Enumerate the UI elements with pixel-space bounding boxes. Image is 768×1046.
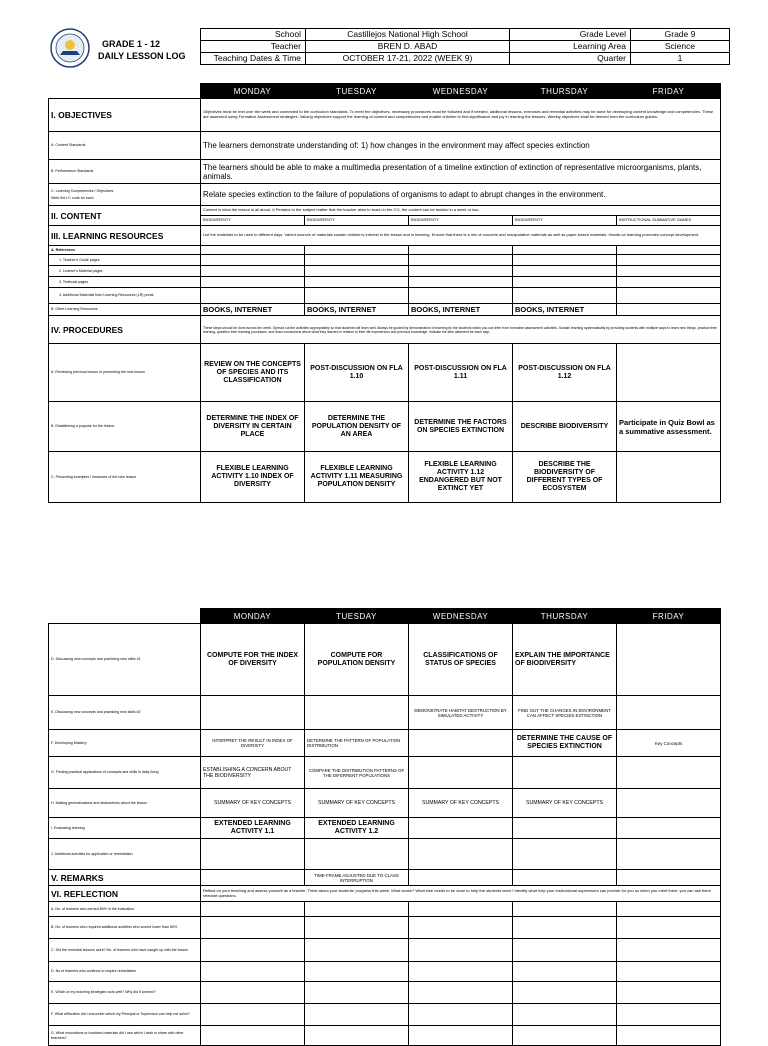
competencies-label bbox=[49, 184, 201, 206]
proc-f-cell bbox=[409, 730, 513, 757]
competencies-text: Relate species extinction to the failure of populations of organisms to adapt to abrupt changes in the environment. bbox=[201, 184, 721, 206]
content-cell: BIODIVERSITY bbox=[201, 216, 305, 226]
proc-h-cell bbox=[617, 789, 721, 818]
proc-h-cell: SUMMARY OF KEY CONCEPTS bbox=[513, 789, 617, 818]
content-note: Content is what the lesson is all about. It Pertains to the subject matter that the teacher aims to teach in the CG, the content can be tackled in a week or two. bbox=[201, 206, 721, 216]
proc-g-cell: ESTABLISHING A CONCERN ABOUT THE BIODIVERSITY bbox=[201, 757, 305, 789]
resource-cell: BOOKS, INTERNET bbox=[513, 304, 617, 316]
remarks-label: V. REMARKS bbox=[49, 870, 201, 886]
day-tuesday: TUESDAY bbox=[305, 609, 409, 624]
proc-i-cell: EXTENDED LEARNING ACTIVITY 1.2 bbox=[305, 818, 409, 839]
proc-e-cell: FIND OUT THE CHANGES IN ENVIRONMENT CAN AFFECT SPECIES EXTINCTION bbox=[513, 696, 617, 730]
content-standards-row bbox=[49, 132, 721, 160]
proc-a-cell: POST-DISCUSSION ON FLA 1.11 bbox=[409, 344, 513, 402]
proc-e-cell bbox=[617, 696, 721, 730]
proc-b-label: B. Establishing a purpose for the lesson bbox=[49, 402, 201, 452]
day-friday: FRIDAY bbox=[617, 84, 721, 99]
day-tuesday: TUESDAY bbox=[305, 84, 409, 99]
proc-e-row bbox=[49, 696, 721, 730]
area-value: Science bbox=[631, 41, 730, 53]
objectives-row bbox=[49, 99, 721, 132]
proc-e-cell bbox=[201, 696, 305, 730]
content-cell: BIODIVERSITY bbox=[513, 216, 617, 226]
proc-e-label: E. Discussing new concepts and practicing new skills #2 bbox=[49, 696, 201, 730]
proc-b-cell: Participate in Quiz Bowl as a summative assessment. bbox=[617, 402, 721, 452]
dates-value: OCTOBER 17-21, 2022 (WEEK 9) bbox=[306, 53, 510, 65]
proc-b-cell: DETERMINE THE INDEX OF DIVERSITY IN CERTAIN PLACE bbox=[201, 402, 305, 452]
proc-b-row bbox=[49, 402, 721, 452]
references-row bbox=[49, 246, 721, 255]
proc-a-cell: POST-DISCUSSION ON FLA 1.10 bbox=[305, 344, 409, 402]
reflection-item-row bbox=[49, 1004, 721, 1026]
proc-a-cell bbox=[617, 344, 721, 402]
ref-row-label: 3. Textbook pages bbox=[49, 277, 201, 288]
remarks-cell bbox=[617, 870, 721, 886]
grade-label: Grade Level bbox=[510, 29, 631, 41]
day-thursday: THURSDAY bbox=[513, 84, 617, 99]
reflection-item-label: G. What innovations or localized materials did I use which I wish to share with other teachers? bbox=[49, 1026, 201, 1046]
school-value: Castillejos National High School bbox=[306, 29, 510, 41]
proc-j-cell bbox=[617, 839, 721, 870]
proc-c-cell: FLEXIBLE LEARNING ACTIVITY 1.10 INDEX OF DIVERSITY bbox=[201, 452, 305, 503]
content-standards-text: The learners demonstrate understanding of: 1) how changes in the environment may affect species extinction bbox=[201, 132, 721, 160]
proc-h-cell: SUMMARY OF KEY CONCEPTS bbox=[409, 789, 513, 818]
proc-d-label: D. Discussing new concepts and practicing new skills #1 bbox=[49, 624, 201, 696]
proc-j-label: J. Additional activities for application or remediation bbox=[49, 839, 201, 870]
ref-row bbox=[49, 277, 721, 288]
area-label: Learning Area bbox=[510, 41, 631, 53]
lesson-log-page1 bbox=[48, 83, 721, 503]
objectives-note: Objectives must be met over the week and connected to the curriculum standards. To meet the objectives, necessary procedures must be followed and if needed, additional lessons, exercises and remedial activities may be done for developing content knowledge and competencies. These are assessed using Formative Assessment strategies. Valuing objectives support the learning of content and competencies and enable children to find significance and joy in learning the lessons. Weekly objectives shall be derived from the curriculum guides. bbox=[201, 99, 721, 132]
proc-g-cell: COMPARE THE DISTRIBUTION PATTERNS OF THE DIFERRENT POPULATIONS bbox=[305, 757, 409, 789]
proc-c-row bbox=[49, 452, 721, 503]
resources-note: List the materials to be used in different days. Varied sources of materials sustain children's interest in the lesson and in learning. Ensure that there is a mix of concrete and manipulative materials as well as paper-based materials. Hands-on learning promotes concept development. bbox=[201, 226, 721, 246]
day-wednesday: WEDNESDAY bbox=[409, 609, 513, 624]
proc-j-cell bbox=[305, 839, 409, 870]
proc-g-row bbox=[49, 757, 721, 789]
reflection-item-label: D. No of learners who continue to require remediation bbox=[49, 962, 201, 982]
quarter-label: Quarter bbox=[510, 53, 631, 65]
remarks-cell bbox=[409, 870, 513, 886]
proc-a-cell: POST-DISCUSSION ON FLA 1.12 bbox=[513, 344, 617, 402]
proc-d-cell: EXPLAIN THE IMPORTANCE OF BIODIVERSITY bbox=[513, 624, 617, 696]
proc-j-cell bbox=[201, 839, 305, 870]
ref-row-label: 1. Teacher's Guide pages bbox=[49, 255, 201, 266]
deped-seal-logo bbox=[50, 28, 90, 68]
proc-i-cell bbox=[513, 818, 617, 839]
proc-d-cell bbox=[617, 624, 721, 696]
proc-b-cell: DESCRIBE BIODIVERSITY bbox=[513, 402, 617, 452]
reflection-item-row bbox=[49, 917, 721, 939]
dates-label: Teaching Dates & Time bbox=[201, 53, 306, 65]
proc-i-cell bbox=[409, 818, 513, 839]
reflection-note: Reflect on your teaching and assess yourself as a teacher. Think about your students' progress this week. What works? What else needs to be done to help the students learn? Identify what help your instructional supervisors can provide for you so when you meet them, you can ask them relevant questions. bbox=[201, 886, 721, 902]
proc-f-cell: DETERMINE THE PATTERN OF POPULATION DISTRIBUTION bbox=[305, 730, 409, 757]
proc-a-cell: REVIEW ON THE CONCEPTS OF SPECIES AND ITS CLASSIFICATION bbox=[201, 344, 305, 402]
proc-d-cell: COMPUTE FOR THE INDEX OF DIVERSITY bbox=[201, 624, 305, 696]
proc-h-cell: SUMMARY OF KEY CONCEPTS bbox=[201, 789, 305, 818]
objectives-label: I. OBJECTIVES bbox=[49, 99, 201, 132]
references-label: A. References bbox=[49, 246, 201, 255]
proc-f-row bbox=[49, 730, 721, 757]
other-resources-label: B. Other Learning Resources bbox=[49, 304, 201, 316]
day-friday: FRIDAY bbox=[617, 609, 721, 624]
proc-j-cell bbox=[409, 839, 513, 870]
proc-g-cell bbox=[513, 757, 617, 789]
school-label: School bbox=[201, 29, 306, 41]
proc-c-cell: DESCRIBE THE BIODIVERSITY OF DIFFERENT TYPES OF ECOSYSTEM bbox=[513, 452, 617, 503]
proc-g-label: G. Finding practical applications of concepts and skills in daily living bbox=[49, 757, 201, 789]
content-standards-label: A. Content Standards bbox=[49, 132, 201, 160]
reflection-row bbox=[49, 886, 721, 902]
proc-g-cell bbox=[409, 757, 513, 789]
content-cell: BIODIVERSITY bbox=[305, 216, 409, 226]
reflection-item-row bbox=[49, 962, 721, 982]
reflection-item-label: A. No. of learners who earned 80% in the evaluation bbox=[49, 902, 201, 917]
teacher-label: Teacher bbox=[201, 41, 306, 53]
proc-g-cell bbox=[617, 757, 721, 789]
reflection-item-label: C. Did the remedial lessons work? No. of learners who have caught up with the lesson bbox=[49, 939, 201, 962]
teacher-value: BREN D. ABAD bbox=[306, 41, 510, 53]
ref-row bbox=[49, 266, 721, 277]
proc-f-cell: INTERPRET THE RESULT IN INDEX OF DIVERSITY bbox=[201, 730, 305, 757]
resource-cell: BOOKS, INTERNET bbox=[201, 304, 305, 316]
ref-row bbox=[49, 255, 721, 266]
reflection-item-row bbox=[49, 939, 721, 962]
day-header-row-2 bbox=[49, 609, 721, 624]
procedures-row bbox=[49, 316, 721, 344]
resources-row bbox=[49, 226, 721, 246]
reflection-item-row bbox=[49, 1026, 721, 1046]
content-cell: INSTRUCTIONAL SUMMATIVE GAMES bbox=[617, 216, 721, 226]
content-label: II. CONTENT bbox=[49, 206, 201, 226]
header-info-table bbox=[200, 28, 730, 65]
other-resources-row bbox=[49, 304, 721, 316]
procedures-label: IV. PROCEDURES bbox=[49, 316, 201, 344]
competencies-label-line1: C. Learning Competencies / Objectives bbox=[51, 188, 114, 193]
resource-cell: BOOKS, INTERNET bbox=[305, 304, 409, 316]
proc-d-cell: CLASSIFICATIONS OF STATUS OF SPECIES bbox=[409, 624, 513, 696]
reflection-item-label: F. What difficulties did I encounter which my Principal or Supervisor can help me solve? bbox=[49, 1004, 201, 1026]
proc-c-label: C. Presenting examples / instances of the new lesson bbox=[49, 452, 201, 503]
proc-j-row bbox=[49, 839, 721, 870]
reflection-item-label: E. Which of my teaching strategies work well? Why did it worked? bbox=[49, 982, 201, 1004]
proc-f-cell: DETERMINE THE CAUSE OF SPECIES EXTINCTION bbox=[513, 730, 617, 757]
reflection-label: VI. REFLECTION bbox=[49, 886, 201, 902]
proc-h-row bbox=[49, 789, 721, 818]
form-title-dll: DAILY LESSON LOG bbox=[98, 51, 186, 61]
procedures-note: These steps should be done across the week. Spread out the activities appropriately so that students will learn well. Always be guided by demonstration of learning by the students which you can infer from formative assessment activities. Sustain learning systematically by providing students with multiple ways to learn new things, practice their learning, question their learning processes, and draw conclusions about what they learned in relation to their life experiences and previous knowledge. Indicate the time allotment for each step. bbox=[201, 316, 721, 344]
proc-a-label: A. Reviewing previous lesson or presenting the new lesson bbox=[49, 344, 201, 402]
performance-standards-row bbox=[49, 160, 721, 184]
proc-i-row bbox=[49, 818, 721, 839]
ref-row-label: 4. Additional Materials from Learning Resources (LR) portal bbox=[49, 288, 201, 304]
proc-a-row bbox=[49, 344, 721, 402]
proc-d-row bbox=[49, 624, 721, 696]
proc-f-cell: Key Concepts bbox=[617, 730, 721, 757]
remarks-cell: TIME-FRAME ADJUSTED DUE TO CLASS INTERRUPTION bbox=[305, 870, 409, 886]
performance-standards-text: The learners should be able to make a multimedia presentation of a timeline extinction of extinction of representative microorganisms, plants, animals. bbox=[201, 160, 721, 184]
proc-e-cell: DEMONSTRATE HABITAT DESTRUCTION BY SIMULATED ACTIVITY bbox=[409, 696, 513, 730]
day-monday: MONDAY bbox=[201, 609, 305, 624]
day-wednesday: WEDNESDAY bbox=[409, 84, 513, 99]
content-note-row bbox=[49, 206, 721, 216]
quarter-value: 1 bbox=[631, 53, 730, 65]
proc-c-cell bbox=[617, 452, 721, 503]
reflection-item-row bbox=[49, 982, 721, 1004]
reflection-item-label: B. No. of learners who required additional activities who scored lower than 80% bbox=[49, 917, 201, 939]
proc-h-label: H. Making generalizations and abstractions about the lesson bbox=[49, 789, 201, 818]
proc-c-cell: FLEXIBLE LEARNING ACTIVITY 1.12 ENDANGERED BUT NOT EXTINCT YET bbox=[409, 452, 513, 503]
remarks-row bbox=[49, 870, 721, 886]
proc-b-cell: DETERMINE THE POPULATION DENSITY OF AN AREA bbox=[305, 402, 409, 452]
day-header-row bbox=[49, 84, 721, 99]
form-title-grade: GRADE 1 - 12 bbox=[102, 39, 161, 49]
competencies-row bbox=[49, 184, 721, 206]
lesson-log-page2 bbox=[48, 608, 721, 1046]
grade-value: Grade 9 bbox=[631, 29, 730, 41]
proc-e-cell bbox=[305, 696, 409, 730]
proc-i-label: I. Evaluating learning bbox=[49, 818, 201, 839]
proc-d-cell: COMPUTE FOR POPULATION DENSITY bbox=[305, 624, 409, 696]
resource-cell: BOOKS, INTERNET bbox=[409, 304, 513, 316]
proc-i-cell: EXTENDED LEARNING ACTIVITY 1.1 bbox=[201, 818, 305, 839]
competencies-label-line2: Write the LC code for each bbox=[51, 196, 94, 200]
resource-cell bbox=[617, 304, 721, 316]
proc-j-cell bbox=[513, 839, 617, 870]
content-cell: BIODIVERSITY bbox=[409, 216, 513, 226]
proc-f-label: F. Developing Mastery bbox=[49, 730, 201, 757]
form-title bbox=[98, 38, 208, 62]
remarks-cell bbox=[513, 870, 617, 886]
ref-row-label: 2. Learner's Material pages bbox=[49, 266, 201, 277]
day-thursday: THURSDAY bbox=[513, 609, 617, 624]
resources-label: III. LEARNING RESOURCES bbox=[49, 226, 201, 246]
day-monday: MONDAY bbox=[201, 84, 305, 99]
proc-b-cell: DETERMINE THE FACTORS ON SPECIES EXTINCTION bbox=[409, 402, 513, 452]
proc-i-cell bbox=[617, 818, 721, 839]
reflection-item-row bbox=[49, 902, 721, 917]
ref-row bbox=[49, 288, 721, 304]
proc-c-cell: FLEXIBLE LEARNING ACTIVITY 1.11 MEASURING POPULATION DENSITY bbox=[305, 452, 409, 503]
performance-standards-label: B. Performance Standards bbox=[49, 160, 201, 184]
proc-h-cell: SUMMARY OF KEY CONCEPTS bbox=[305, 789, 409, 818]
remarks-cell bbox=[201, 870, 305, 886]
